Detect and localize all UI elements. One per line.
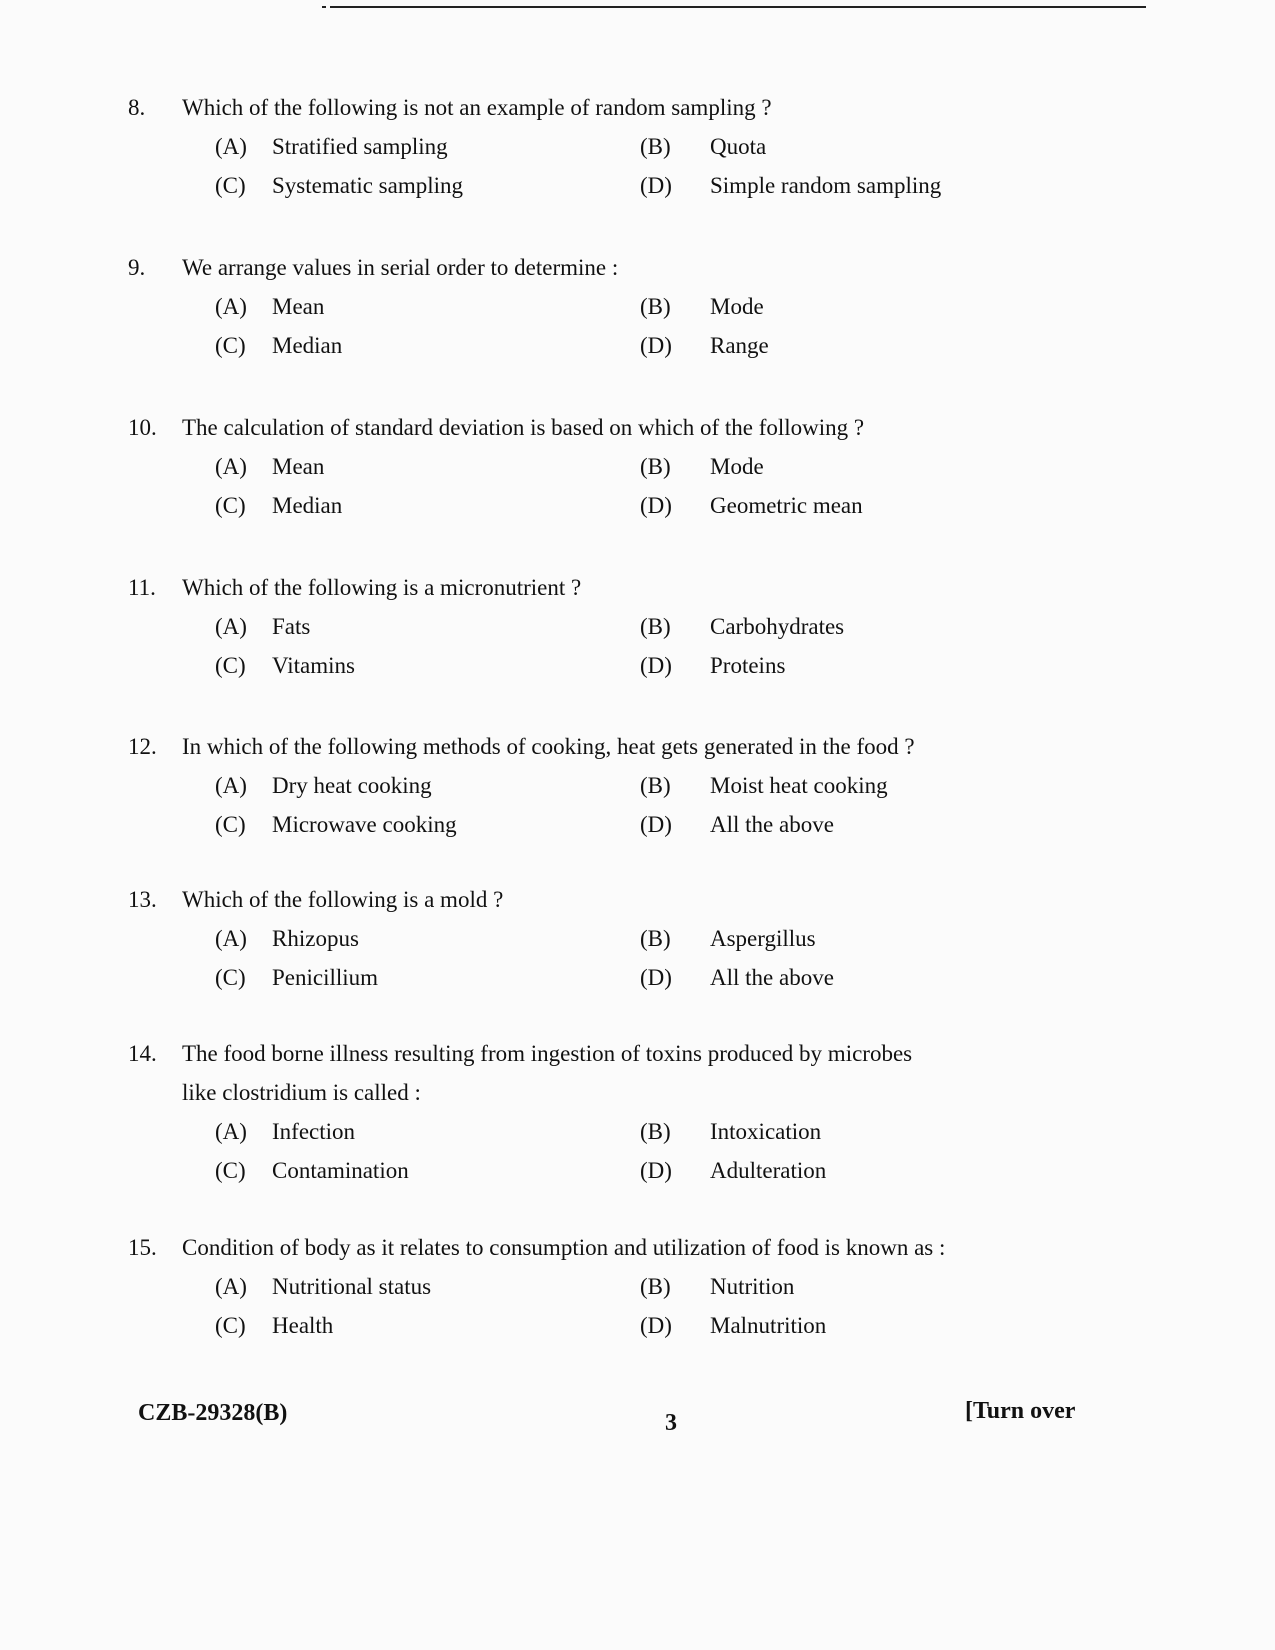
option-text: Mode	[710, 294, 764, 319]
option-label: (D)	[640, 173, 672, 198]
option-text: Infection	[272, 1119, 356, 1144]
option-text: Median	[272, 493, 343, 518]
question-text: Condition of body as it relates to consumption and utilization of food is known as :	[182, 1235, 946, 1260]
question-number: 14.	[128, 1041, 157, 1066]
question-number: 12.	[128, 734, 157, 759]
option-label: (A)	[215, 614, 247, 639]
option-label: (C)	[215, 965, 246, 990]
option-label: (B)	[640, 614, 671, 639]
option-text: All the above	[710, 812, 834, 837]
option-text: Malnutrition	[710, 1313, 827, 1338]
option-label: (B)	[640, 294, 671, 319]
option-text: Contamination	[272, 1158, 409, 1183]
option-text: Health	[272, 1313, 334, 1338]
option-label: (C)	[215, 333, 246, 358]
option-text: Quota	[710, 134, 767, 159]
option-text: Aspergillus	[710, 926, 816, 951]
question-text: In which of the following methods of cooking, heat gets generated in the food ?	[182, 734, 915, 759]
option-label: (A)	[215, 926, 247, 951]
question-number: 9.	[128, 255, 146, 280]
option-text: Adulteration	[710, 1158, 827, 1183]
option-label: (A)	[215, 134, 247, 159]
option-label: (B)	[640, 773, 671, 798]
question-number: 15.	[128, 1235, 157, 1260]
option-text: Geometric mean	[710, 493, 863, 518]
option-label: (A)	[215, 294, 247, 319]
option-label: (C)	[215, 1158, 246, 1183]
option-label: (B)	[640, 1119, 671, 1144]
option-text: Mean	[272, 454, 325, 479]
question-text: The food borne illness resulting from ingestion of toxins produced by microbes like clostridium is called :	[182, 1041, 913, 1105]
turn-over-note: [Turn over	[965, 1398, 1076, 1424]
option-label: (B)	[640, 1274, 671, 1299]
option-text: Median	[272, 333, 343, 358]
option-text: Intoxication	[710, 1119, 822, 1144]
option-label: (A)	[215, 454, 247, 479]
option-text: Simple random sampling	[710, 173, 942, 198]
option-label: (D)	[640, 965, 672, 990]
option-label: (A)	[215, 1274, 247, 1299]
option-text: Range	[710, 333, 769, 358]
question-number: 8.	[128, 95, 146, 120]
option-text: Nutrition	[710, 1274, 795, 1299]
question-text: Which of the following is a micronutrient ?	[182, 575, 582, 600]
option-label: (D)	[640, 1158, 672, 1183]
option-text: All the above	[710, 965, 834, 990]
option-text: Mode	[710, 454, 764, 479]
paper-code: CZB-29328(B)	[138, 1400, 288, 1426]
option-label: (A)	[215, 773, 247, 798]
option-label: (D)	[640, 1313, 672, 1338]
question-text: The calculation of standard deviation is based on which of the following ?	[182, 415, 865, 440]
option-label: (D)	[640, 812, 672, 837]
option-text: Moist heat cooking	[710, 773, 888, 798]
option-text: Dry heat cooking	[272, 773, 432, 798]
option-text: Rhizopus	[272, 926, 359, 951]
option-label: (B)	[640, 926, 671, 951]
option-label: (C)	[215, 653, 246, 678]
option-text: Mean	[272, 294, 325, 319]
question-text: Which of the following is not an example of random sampling ?	[182, 95, 772, 120]
option-label: (B)	[640, 454, 671, 479]
question-text: Which of the following is a mold ?	[182, 887, 504, 912]
option-label: (A)	[215, 1119, 247, 1144]
question-number: 11.	[128, 575, 156, 600]
option-label: (C)	[215, 812, 246, 837]
option-text: Systematic sampling	[272, 173, 464, 198]
option-text: Vitamins	[272, 653, 355, 678]
option-text: Fats	[272, 614, 311, 639]
option-label: (C)	[215, 173, 246, 198]
question-text: We arrange values in serial order to determine :	[182, 255, 619, 280]
option-text: Carbohydrates	[710, 614, 845, 639]
option-label: (D)	[640, 333, 672, 358]
option-text: Penicillium	[272, 965, 379, 990]
option-label: (D)	[640, 493, 672, 518]
option-text: Stratified sampling	[272, 134, 448, 159]
option-label: (B)	[640, 134, 671, 159]
option-text: Microwave cooking	[272, 812, 457, 837]
option-text: Proteins	[710, 653, 786, 678]
option-text: Nutritional status	[272, 1274, 432, 1299]
option-label: (D)	[640, 653, 672, 678]
page-number: 3	[665, 1410, 677, 1436]
option-label: (C)	[215, 493, 246, 518]
question-number: 10.	[128, 415, 157, 440]
option-label: (C)	[215, 1313, 246, 1338]
question-number: 13.	[128, 887, 157, 912]
